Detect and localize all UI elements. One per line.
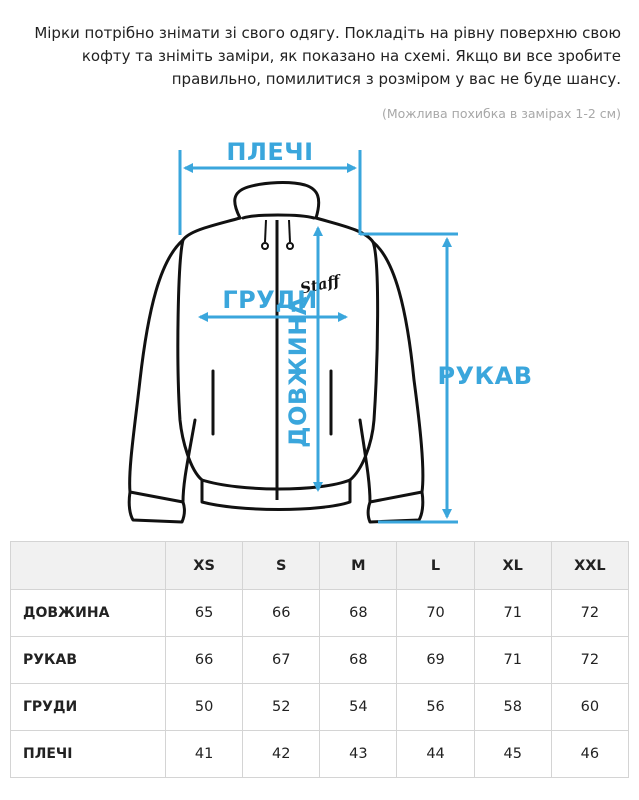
table-row-sleeve: [11, 637, 629, 684]
size-chart-table: [10, 541, 629, 778]
table-cell: 45: [474, 731, 551, 778]
brand-logo: Staff: [298, 271, 342, 298]
table-cell: 66: [243, 590, 320, 637]
table-cell: 43: [320, 731, 397, 778]
label-chest: ГРУДИ: [222, 286, 318, 314]
body-left: [178, 218, 240, 480]
measurement-error-note: (Можлива похибка в замірах 1-2 см): [381, 106, 621, 121]
row-label-shoulders: ПЛЕЧІ: [11, 731, 166, 778]
table-corner-cell: [11, 542, 166, 590]
row-label-sleeve: РУКАВ: [11, 637, 166, 684]
row-label-chest: ГРУДИ: [11, 684, 166, 731]
table-cell: 71: [474, 637, 551, 684]
table-cell: 65: [166, 590, 243, 637]
label-shoulders: ПЛЕЧІ: [226, 138, 314, 166]
table-cell: 72: [551, 637, 628, 684]
table-cell: 52: [243, 684, 320, 731]
jacket-measurement-diagram: [0, 130, 639, 530]
size-header-m: M: [320, 542, 397, 590]
size-header-xs: XS: [166, 542, 243, 590]
pockets: [213, 371, 331, 434]
size-header-l: L: [397, 542, 474, 590]
table-cell: 69: [397, 637, 474, 684]
table-cell: 54: [320, 684, 397, 731]
table-cell: 56: [397, 684, 474, 731]
table-cell: 60: [551, 684, 628, 731]
size-header-xxl: XXL: [551, 542, 628, 590]
table-cell: 46: [551, 731, 628, 778]
body-right: [316, 218, 378, 480]
table-row-chest: [11, 684, 629, 731]
collar: [235, 183, 319, 218]
size-header-s: S: [243, 542, 320, 590]
label-sleeve: РУКАВ: [437, 362, 533, 390]
table-cell: 50: [166, 684, 243, 731]
table-cell: 44: [397, 731, 474, 778]
right-sleeve: [360, 242, 423, 502]
table-row-length: [11, 590, 629, 637]
table-cell: 68: [320, 590, 397, 637]
size-header-xl: XL: [474, 542, 551, 590]
table-cell: 72: [551, 590, 628, 637]
size-header-row: [11, 542, 629, 590]
table-cell: 42: [243, 731, 320, 778]
label-length: ДОВЖИНА: [284, 296, 312, 448]
row-label-length: ДОВЖИНА: [11, 590, 166, 637]
table-cell: 67: [243, 637, 320, 684]
table-cell: 68: [320, 637, 397, 684]
left-sleeve: [130, 240, 195, 502]
table-cell: 71: [474, 590, 551, 637]
table-cell: 70: [397, 590, 474, 637]
intro-text: Мірки потрібно знімати зі свого одягу. Покладіть на рівну поверхню свою кофту та зніміть заміри, як показано на схемі. Якщо ви все зробите правильно, помилитися з розміром у вас не буде шансу.: [34, 24, 621, 88]
table-row-shoulders: [11, 731, 629, 778]
table-cell: 41: [166, 731, 243, 778]
table-cell: 58: [474, 684, 551, 731]
table-cell: 66: [166, 637, 243, 684]
